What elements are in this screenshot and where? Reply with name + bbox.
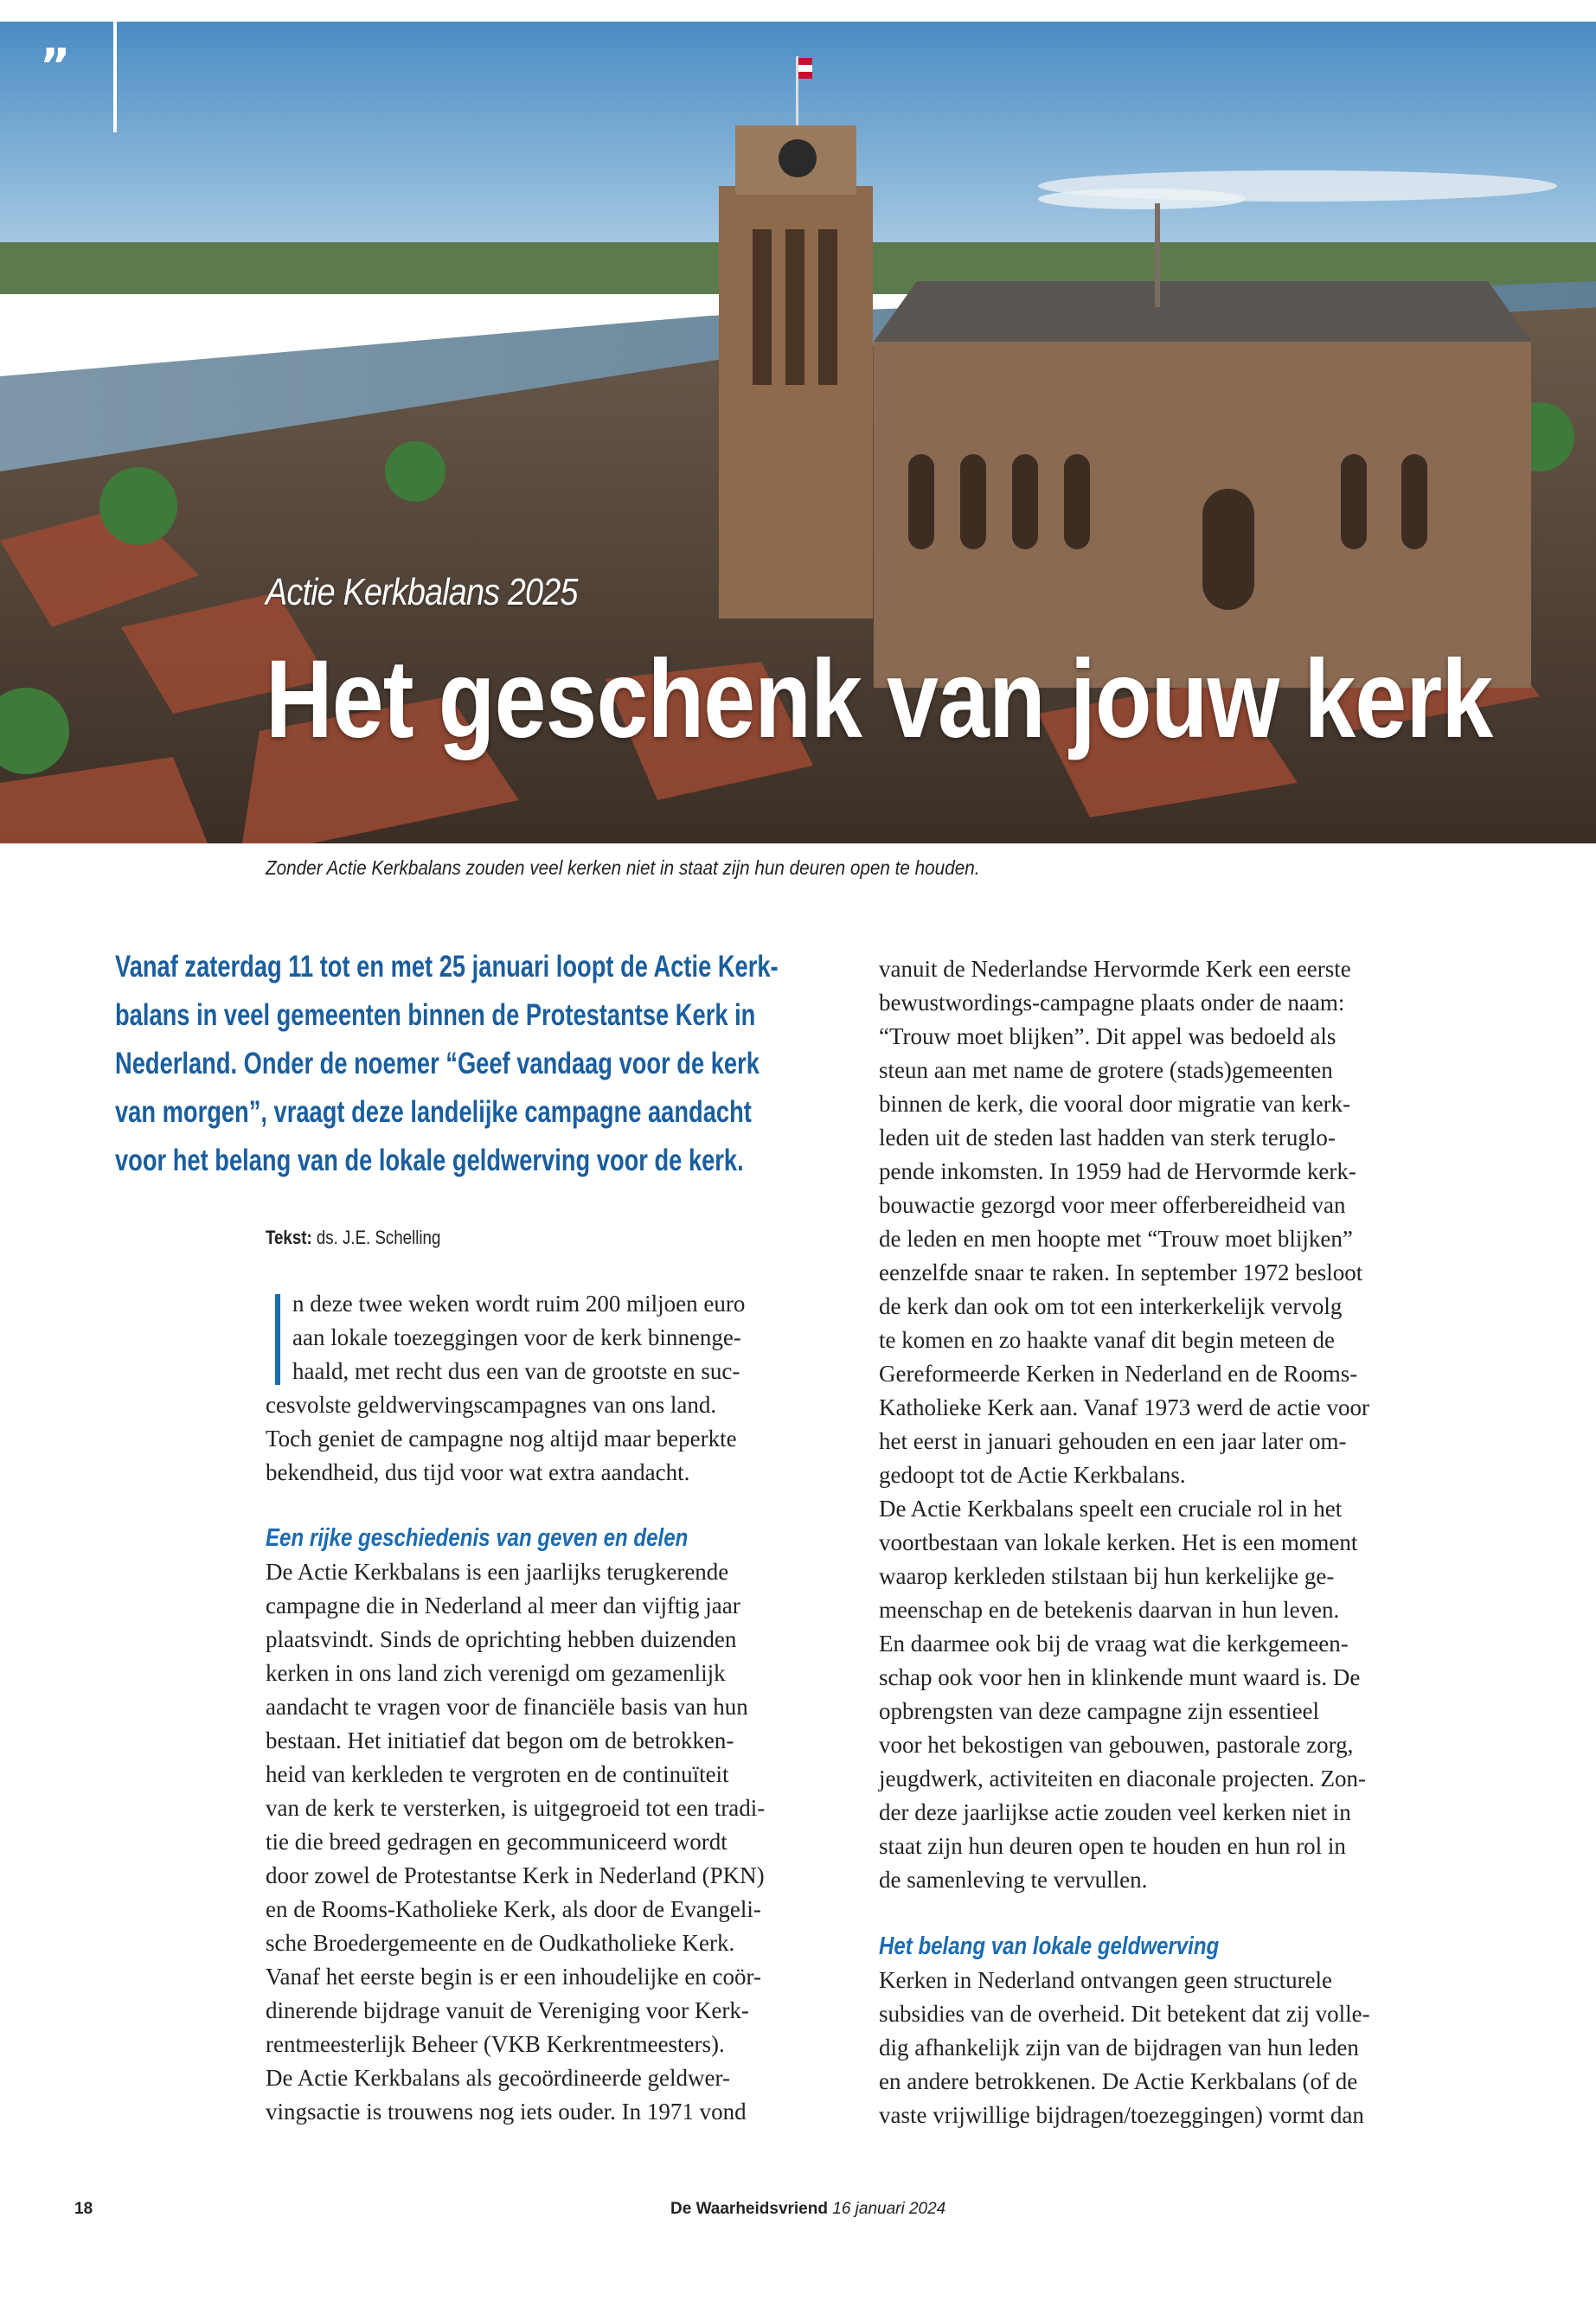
text-line: cesvolste geldwervingscampagnes van ons land. bbox=[266, 1392, 717, 1418]
intro-lines bbox=[266, 1287, 836, 1490]
flag-stripe bbox=[798, 72, 812, 79]
publication-date: 16 januari 2024 bbox=[832, 2200, 946, 2218]
text-line: de kerk dan ook om tot een interkerkelijk vervolg bbox=[879, 1293, 1343, 1319]
text-line: bekendheid, dus tijd voor wat extra aandacht. bbox=[266, 1459, 690, 1485]
photo-caption: Zonder Actie Kerkbalans zouden veel kerken niet in staat zijn hun deuren open te houden. bbox=[266, 856, 980, 879]
text-line: schap ook voor hen in klinkende munt waard is. De bbox=[879, 1664, 1361, 1690]
text-line: haald, met recht dus een van de grootste en suc- bbox=[292, 1358, 740, 1384]
body-column-2 bbox=[879, 952, 1467, 2132]
text-line: heid van kerkleden te vergroten en de continuïteit bbox=[266, 1761, 729, 1787]
text-line: rentmeesterlijk Beheer (VKB Kerkrentmeesters). bbox=[266, 2031, 725, 2057]
text-line: Katholieke Kerk aan. Vanaf 1973 werd de actie voor bbox=[879, 1394, 1370, 1420]
flag-stripe bbox=[798, 58, 812, 65]
text-line: meenschap en de betekenis daarvan in hun leven. bbox=[879, 1597, 1340, 1623]
text-line: campagne die in Nederland al meer dan vijftig jaar bbox=[266, 1593, 740, 1618]
intro-paragraph bbox=[266, 1287, 836, 1490]
tower-clock bbox=[779, 139, 817, 177]
footer-publication bbox=[670, 2200, 945, 2219]
text-line: En daarmee ook bij de vraag wat die kerkgemeen- bbox=[879, 1631, 1349, 1657]
text-line: vingsactie is trouwens nog iets ouder. In 1971 vond bbox=[266, 2099, 747, 2125]
page-number: 18 bbox=[74, 2200, 93, 2218]
text-line: de samenleving te vervullen. bbox=[879, 1867, 1148, 1893]
text-line: Gereformeerde Kerken in Nederland en de Rooms- bbox=[879, 1361, 1358, 1387]
drop-cap-I bbox=[275, 1294, 280, 1385]
text-line: het eerst in januari gehouden en een jaar later om- bbox=[879, 1428, 1347, 1454]
text-line: balans in veel gemeenten binnen de Protestantse Kerk in bbox=[115, 998, 756, 1032]
section-body-continued bbox=[879, 952, 1467, 1897]
text-line: steun aan met name de grotere (stads)gemeenten bbox=[879, 1057, 1333, 1083]
text-line: en de Rooms-Katholieke Kerk, als door de Evangeli- bbox=[266, 1896, 761, 1922]
text-line: staat zijn hun deuren open te houden en hun rol in bbox=[879, 1833, 1346, 1859]
text-line: bouwactie gezorgd voor meer offerbereidheid van bbox=[879, 1192, 1346, 1218]
text-line: jeugdwerk, activiteiten en diaconale projecten. Zon- bbox=[879, 1766, 1367, 1791]
flag-stripe bbox=[798, 65, 812, 72]
text-line: bestaan. Het initiatief dat begon om de betrokken- bbox=[266, 1727, 734, 1753]
text-line: opbrengsten van deze campagne zijn essentieel bbox=[879, 1698, 1320, 1724]
text-line: tie die breed gedragen en gecommuniceerd wordt bbox=[266, 1829, 727, 1855]
text-line: sche Broedergemeente en de Oudkatholieke Kerk. bbox=[266, 1930, 735, 1956]
text-line: Nederland. Onder de noemer “Geef vandaag voor de kerk bbox=[115, 1047, 760, 1080]
text-line: gedoopt tot de Actie Kerkbalans. bbox=[879, 1462, 1186, 1488]
text-line: leden uit de steden last hadden van sterk teruglo- bbox=[879, 1125, 1336, 1150]
text-line: plaatsvindt. Sinds de oprichting hebben duizenden bbox=[266, 1626, 737, 1652]
spire bbox=[1155, 203, 1160, 307]
body-column-1 bbox=[266, 1287, 836, 2129]
text-line: binnen de kerk, die vooral door migratie van kerk- bbox=[879, 1091, 1351, 1117]
text-line: waarop kerkleden stilstaan bij hun kerkelijke ge- bbox=[879, 1563, 1335, 1589]
text-line: vanuit de Nederlandse Hervormde Kerk een eerste bbox=[879, 956, 1351, 982]
lead-paragraph bbox=[115, 943, 894, 1185]
text-line: De Actie Kerkbalans als gecoördineerde geldwer- bbox=[266, 2065, 730, 2091]
text-line: De Actie Kerkbalans is een jaarlijks terugkerende bbox=[266, 1559, 729, 1585]
flagpole bbox=[796, 56, 798, 125]
text-line: van morgen”, vraagt deze landelijke campagne aandacht bbox=[115, 1095, 752, 1129]
text-line: De Actie Kerkbalans speelt een cruciale rol in het bbox=[879, 1496, 1343, 1522]
cloud bbox=[1038, 189, 1246, 209]
quote-mark-icon: ” bbox=[40, 39, 71, 93]
text-line: de leden en men hoopte met “Trouw moet blijken” bbox=[879, 1226, 1353, 1252]
text-line: van de kerk te versterken, is uitgegroeid tot een tradi- bbox=[266, 1795, 766, 1821]
tower-windows bbox=[753, 229, 837, 385]
text-line: “Trouw moet blijken”. Dit appel was bedoeld als bbox=[879, 1023, 1336, 1049]
text-line: Vanaf zaterdag 11 tot en met 25 januari loopt de Actie Kerk- bbox=[115, 950, 779, 984]
text-line: Toch geniet de campagne nog altijd maar beperkte bbox=[266, 1426, 737, 1452]
section-heading: Het belang van lokale geldwerving bbox=[879, 1932, 1220, 1960]
byline-label: Tekst: bbox=[266, 1227, 312, 1248]
byline bbox=[266, 1227, 440, 1249]
text-line: bewustwordings-campagne plaats onder de naam: bbox=[879, 990, 1345, 1016]
header-divider-line bbox=[113, 22, 117, 132]
text-line: pende inkomsten. In 1959 had de Hervormde kerk- bbox=[879, 1158, 1356, 1184]
text-line: aandacht te vragen voor de financiële basis van hun bbox=[266, 1694, 748, 1720]
section-heading: Een rijke geschiedenis van geven en delen bbox=[266, 1524, 689, 1552]
text-line: te komen en zo haakte vanaf dit begin meteen de bbox=[879, 1327, 1336, 1353]
text-line: aan lokale toezeggingen voor de kerk binnenge- bbox=[292, 1324, 741, 1350]
text-line: en andere betrokkenen. De Actie Kerkbalans (of de bbox=[879, 2068, 1358, 2094]
text-line: dig afhankelijk zijn van de bijdragen van hun leden bbox=[879, 2035, 1359, 2061]
text-line: Vanaf het eerste begin is er een inhoudelijke en coör- bbox=[266, 1964, 761, 1990]
byline-author: ds. J.E. Schelling bbox=[316, 1227, 441, 1248]
text-line: der deze jaarlijkse actie zouden veel kerken niet in bbox=[879, 1799, 1351, 1825]
text-line: kerken in ons land zich verenigd om gezamenlijk bbox=[266, 1660, 726, 1686]
article-title: Het geschenk van jouw kerk bbox=[266, 638, 1493, 761]
section-body bbox=[266, 1555, 836, 2129]
church-roof bbox=[874, 281, 1531, 342]
text-line: Kerken in Nederland ontvangen geen structurele bbox=[879, 1967, 1333, 1993]
section-body bbox=[879, 1964, 1467, 2132]
text-line: door zowel de Protestantse Kerk in Nederland (PKN) bbox=[266, 1862, 765, 1888]
text-line: voortbestaan van lokale kerken. Het is een moment bbox=[879, 1529, 1358, 1555]
text-line: voor het bekostigen van gebouwen, pastorale zorg, bbox=[879, 1732, 1354, 1758]
text-line: vaste vrijwillige bijdragen/toezeggingen) vormt dan bbox=[879, 2102, 1364, 2128]
text-line: eenzelfde snaar te raken. In september 1972 besloot bbox=[879, 1259, 1363, 1285]
text-line: n deze twee weken wordt ruim 200 miljoen euro bbox=[292, 1291, 746, 1317]
article-kicker: Actie Kerkbalans 2025 bbox=[266, 571, 578, 613]
publication-name: De Waarheidsvriend bbox=[670, 2200, 828, 2218]
text-line: subsidies van de overheid. Dit betekent dat zij volle- bbox=[879, 2001, 1370, 2027]
text-line: dinerende bijdrage vanuit de Vereniging voor Kerk- bbox=[266, 1997, 749, 2023]
text-line: voor het belang van de lokale geldwerving voor de kerk. bbox=[115, 1144, 744, 1177]
